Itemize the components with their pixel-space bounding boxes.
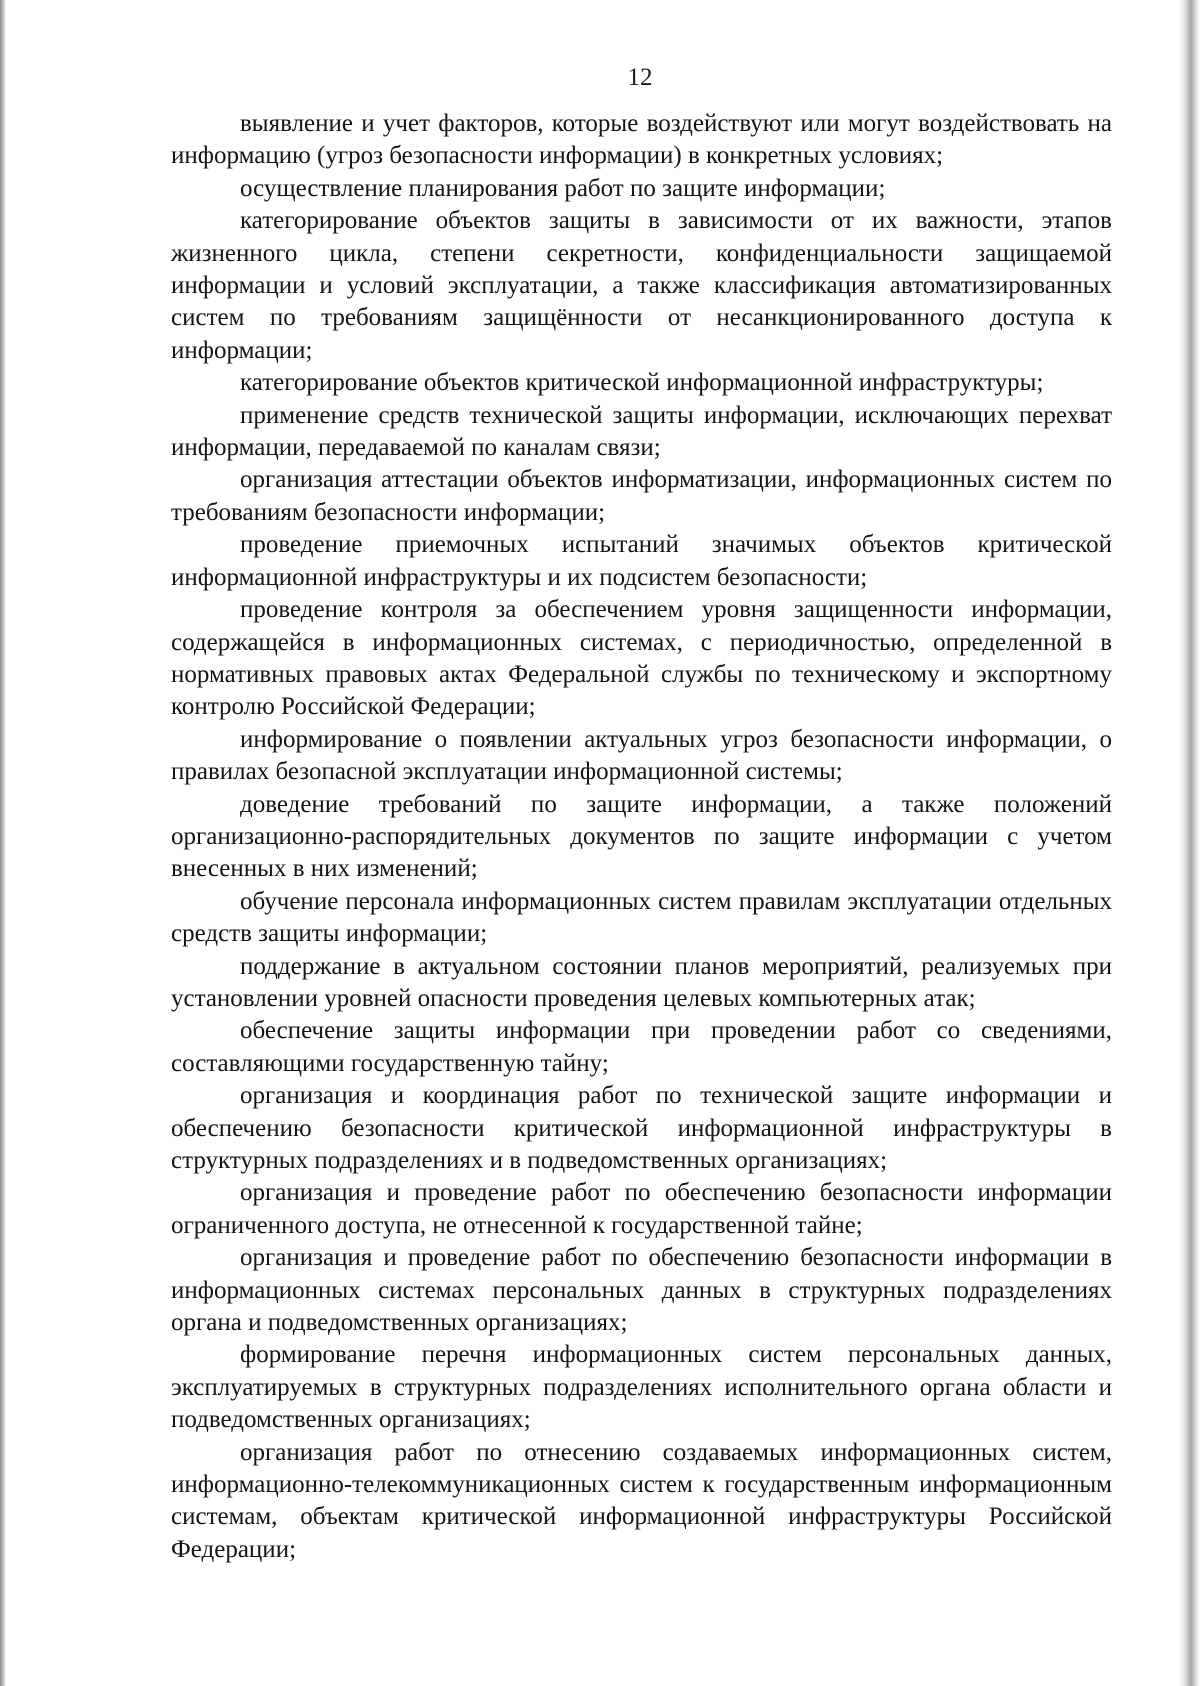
paragraph: осуществление планирования работ по защите информации;	[240, 174, 886, 202]
paragraph: проведение приемочных испытаний значимых объектов критической информационной инфраструктуры и их подсистем безопасности;	[171, 531, 1112, 591]
scan-edge-left	[0, 0, 6, 1686]
paragraph: проведение контроля за обеспечением уровня защищенности информации, содержащейся в информационных системах, с периодичностью, определенной в нормативных правовых актах Федеральной службы по техническому и экспортному контролю Российской Федерации;	[171, 596, 1112, 721]
scan-edge-right	[1178, 0, 1200, 1686]
paragraph: организация и проведение работ по обеспечению безопасности информации в информационных системах персональных данных в структурных подразделениях органа и подведомственных организациях;	[171, 1244, 1112, 1337]
paragraph: организация аттестации объектов информатизации, информационных систем по требованиям безопасности информации;	[171, 466, 1112, 526]
paragraph: организация и координация работ по технической защите информации и обеспечению безопасности критической информационной инфраструктуры в структурных подразделениях и в подведомственных организациях;	[171, 1082, 1112, 1174]
paragraph: категорирование объектов защиты в зависимости от их важности, этапов жизненного цикла, степени секретности, конфиденциальности защищаемой информации и условий эксплуатации, а также классификация автоматизированных систем по требованиям защищённости от несанкционированного доступа к информации;	[171, 207, 1112, 364]
paragraph: обеспечение защиты информации при проведении работ со сведениями, составляющими государственную тайну;	[171, 1017, 1112, 1077]
paragraph: обучение персонала информационных систем правилам эксплуатации отдельных средств защиты информации;	[171, 887, 1112, 948]
document-body	[171, 108, 1112, 1566]
paragraph: доведение требований по защите информации, а также положений организационно-распорядительных документов по защите информации с учетом внесенных в них изменений;	[171, 790, 1112, 883]
paragraph: категорирование объектов критической информационной инфраструктуры;	[240, 369, 1044, 397]
paragraph: формирование перечня информационных систем персональных данных, эксплуатируемых в структурных подразделениях исполнительного органа области и подведомственных организациях;	[171, 1341, 1112, 1434]
paragraph: выявление и учет факторов, которые воздействуют или могут воздействовать на информацию (угроз безопасности информации) в конкретных условиях;	[171, 110, 1112, 170]
paragraph: применение средств технической защиты информации, исключающих перехват информации, передаваемой по каналам связи;	[171, 401, 1112, 462]
paragraph: организация и проведение работ по обеспечению безопасности информации ограниченного доступа, не отнесенной к государственной тайне;	[171, 1179, 1112, 1239]
paragraph: организация работ по отнесению создаваемых информационных систем, информационно-телекоммуникационных систем к государственным информационным системам, объектам критической информационной инфраструктуры Российской Федерации;	[171, 1438, 1112, 1563]
paragraph: информирование о появлении актуальных угроз безопасности информации, о правилах безопасной эксплуатации информационной системы;	[171, 725, 1112, 786]
paragraph: поддержание в актуальном состоянии планов мероприятий, реализуемых при установлении уровней опасности проведения целевых компьютерных атак;	[171, 952, 1112, 1012]
page-number: 12	[627, 64, 653, 91]
